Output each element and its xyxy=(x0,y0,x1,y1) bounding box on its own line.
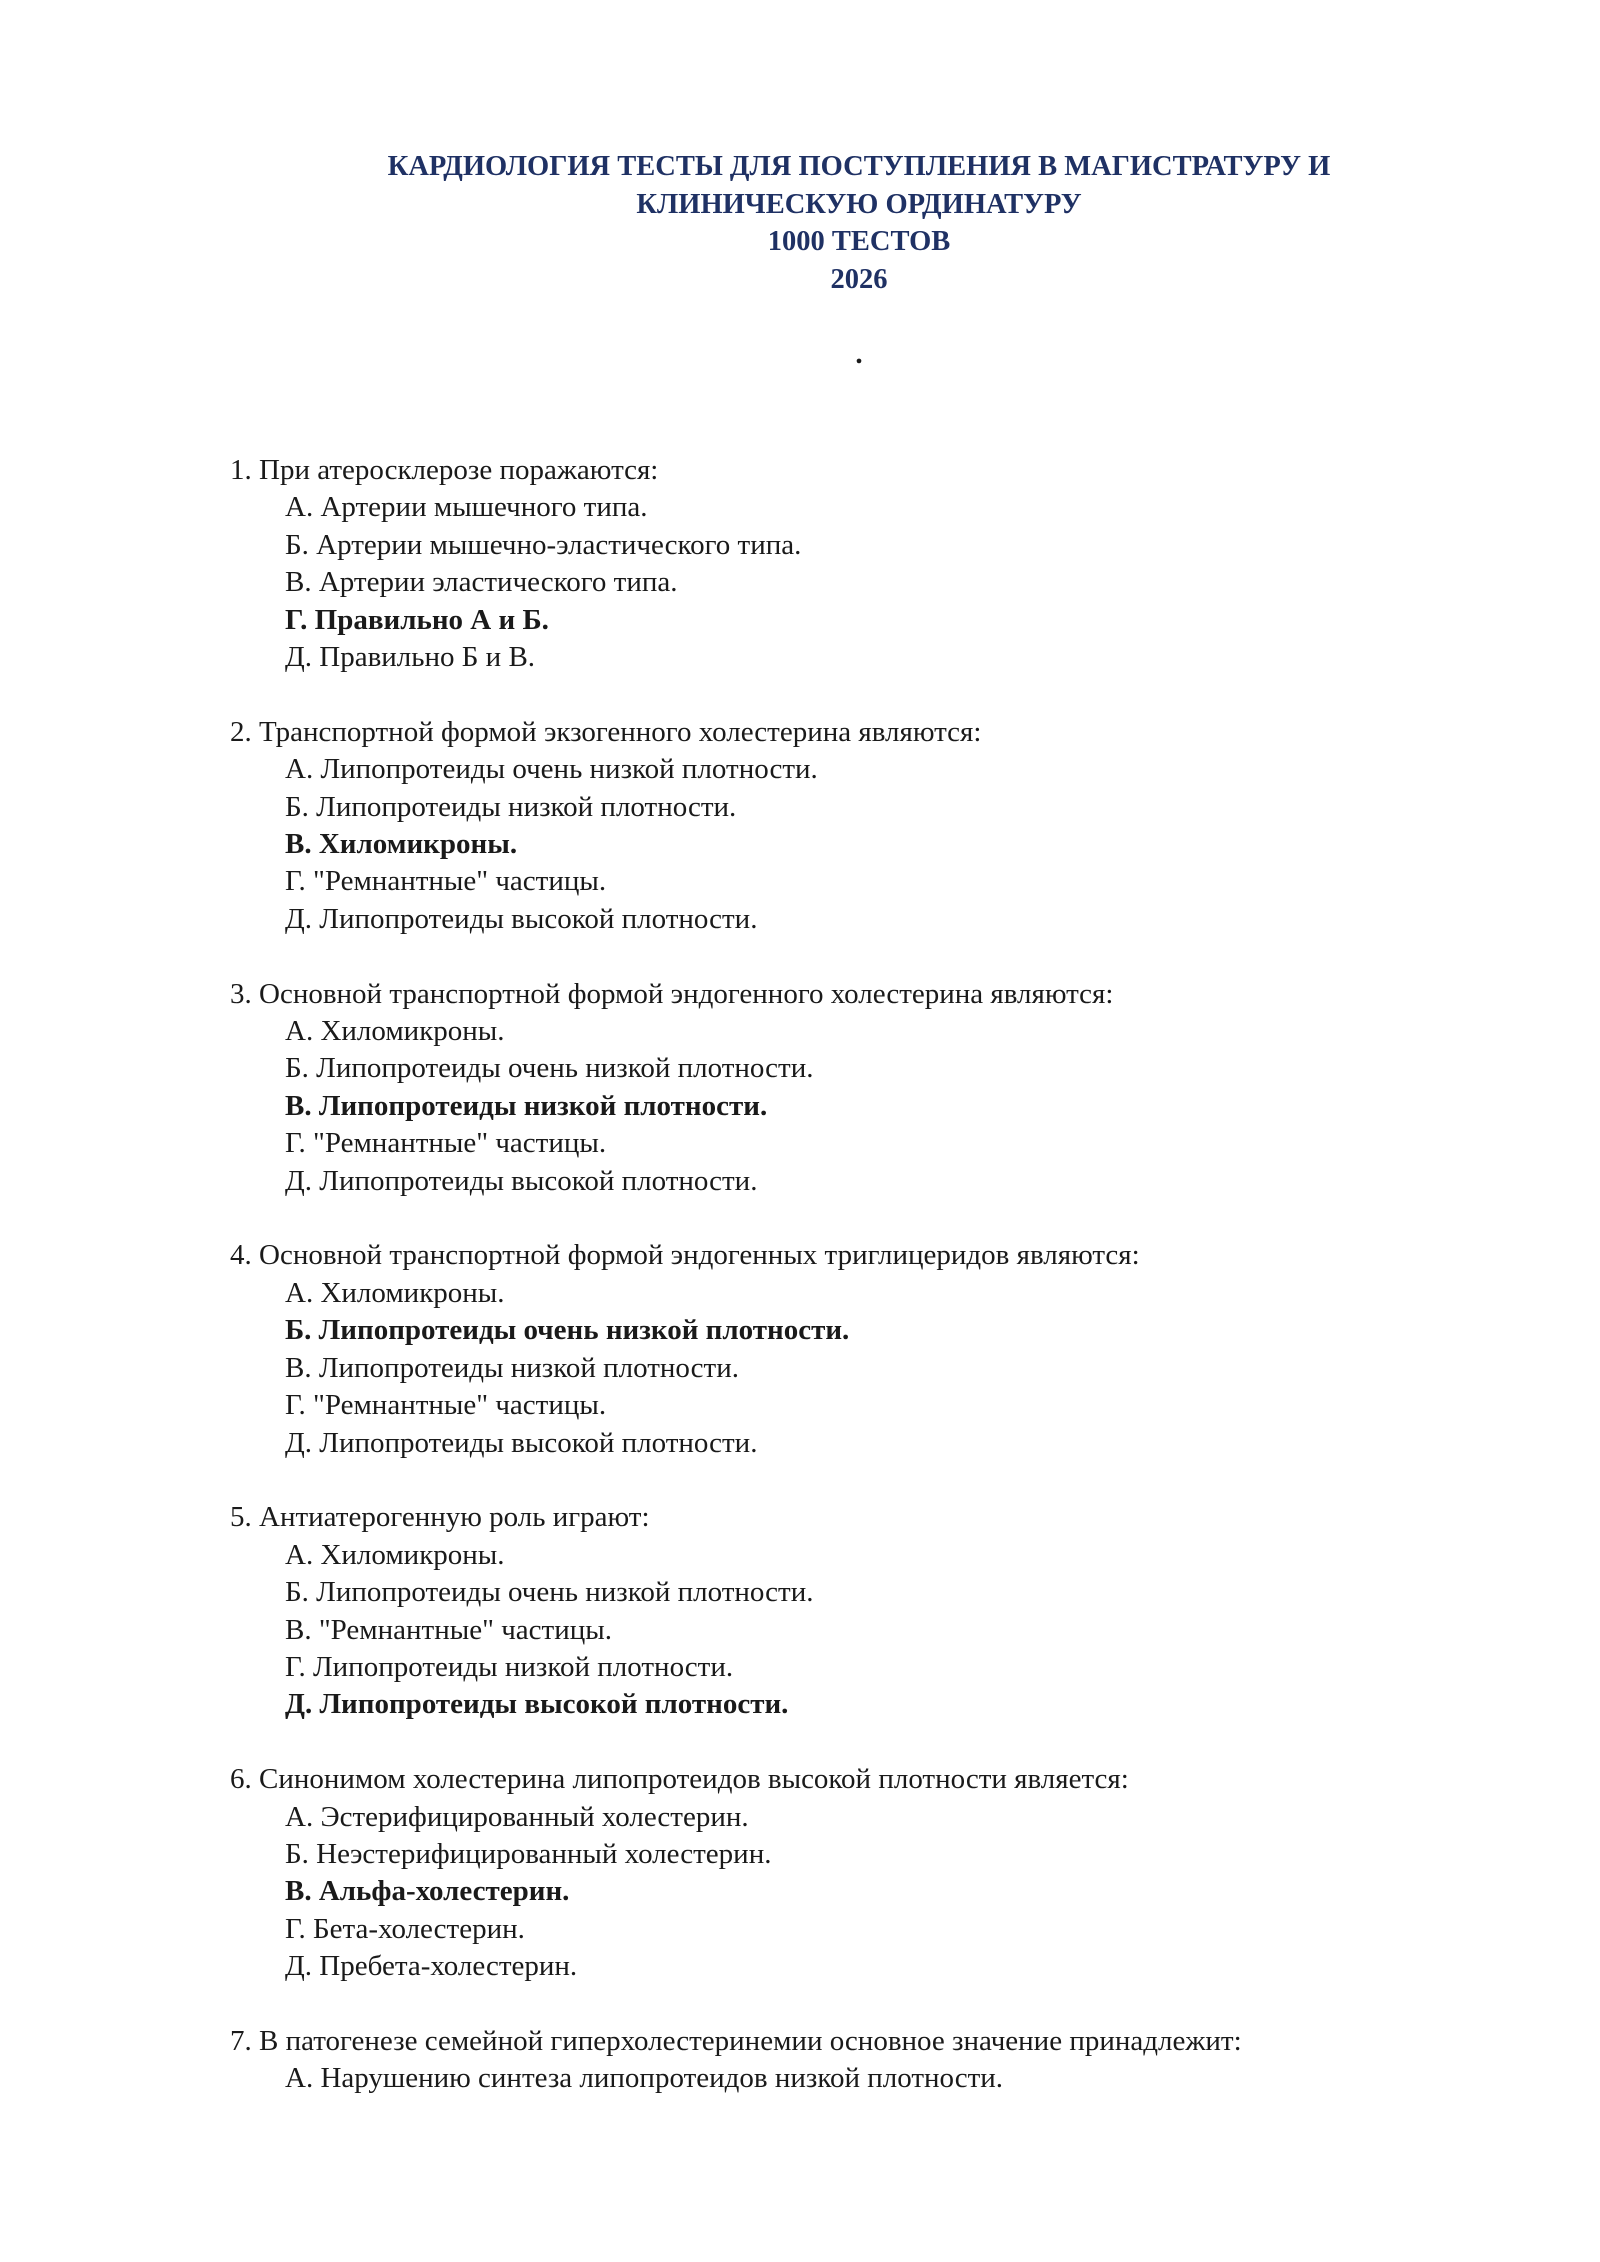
question-item xyxy=(230,1237,1530,1461)
title-line: КЛИНИЧЕСКУЮ ОРДИНАТУРУ xyxy=(636,188,1082,220)
title-separator: . xyxy=(855,338,863,370)
answer-option: А. Хиломикроны. xyxy=(285,1015,505,1048)
question-text: 3. Основной транспортной формой эндогенного холестерина являются: xyxy=(230,977,1114,1010)
document-title xyxy=(0,148,1600,298)
answer-options xyxy=(230,1013,1530,1200)
answer-option: Б. Артерии мышечно-эластического типа. xyxy=(285,528,802,561)
answer-option-correct: Б. Липопротеиды очень низкой плотности. xyxy=(285,1314,850,1347)
answer-option: В. Артерии эластического типа. xyxy=(285,566,678,599)
answer-option: А. Хиломикроны. xyxy=(285,1538,505,1571)
title-line: 1000 ТЕСТОВ xyxy=(767,226,951,257)
question-text: 2. Транспортной формой экзогенного холестерина являются: xyxy=(230,715,982,748)
answer-option: Б. Липопротеиды очень низкой плотности. xyxy=(285,1052,814,1085)
question-text: 5. Антиатерогенную роль играют: xyxy=(230,1501,650,1534)
answer-option: А. Липопротеиды очень низкой плотности. xyxy=(285,753,818,786)
question-item xyxy=(230,452,1530,676)
answer-option-correct: В. Хиломикроны. xyxy=(285,828,518,861)
answer-option: Б. Неэстерифицированный холестерин. xyxy=(285,1837,772,1870)
title-line: КАРДИОЛОГИЯ ТЕСТЫ ДЛЯ ПОСТУПЛЕНИЯ В МАГИСТРАТУРУ И xyxy=(387,151,1331,182)
question-item xyxy=(230,976,1530,1200)
answer-options xyxy=(230,489,1530,676)
answer-option-correct: Г. Правильно А и Б. xyxy=(285,603,549,636)
answer-option: Б. Липопротеиды очень низкой плотности. xyxy=(285,1576,814,1609)
question-item xyxy=(230,1761,1530,1985)
answer-option: А. Нарушению синтеза липопротеидов низкой плотности. xyxy=(285,2062,1004,2095)
answer-option: Д. Пребета-холестерин. xyxy=(285,1950,578,1983)
question-item xyxy=(230,2023,1530,2098)
answer-option: Д. Липопротеиды высокой плотности. xyxy=(285,1426,758,1459)
answer-options xyxy=(230,1275,1530,1462)
answer-option: Г. Бета-холестерин. xyxy=(285,1912,525,1945)
answer-options xyxy=(230,1537,1530,1724)
question-item xyxy=(230,1499,1530,1723)
answer-options xyxy=(230,2060,1530,2097)
answer-options xyxy=(230,751,1530,938)
answer-option-correct: В. Липопротеиды низкой плотности. xyxy=(285,1089,768,1122)
question-list xyxy=(230,452,1530,2135)
answer-options xyxy=(230,1799,1530,1986)
question-text: 4. Основной транспортной формой эндогенных триглицеридов являются: xyxy=(230,1239,1140,1272)
question-text: 1. При атеросклерозе поражаются: xyxy=(230,454,659,486)
question-text: 6. Синонимом холестерина липопротеидов высокой плотности является: xyxy=(230,1763,1129,1796)
answer-option: В. Липопротеиды низкой плотности. xyxy=(285,1351,739,1384)
answer-option: Г. "Ремнантные" частицы. xyxy=(285,1127,607,1160)
question-text: 7. В патогенезе семейной гиперхолестеринемии основное значение принадлежит: xyxy=(230,2024,1242,2057)
answer-option: А. Хиломикроны. xyxy=(285,1276,505,1309)
answer-option-correct: Д. Липопротеиды высокой плотности. xyxy=(285,1688,789,1721)
question-item xyxy=(230,714,1530,938)
answer-option: Г. "Ремнантные" частицы. xyxy=(285,1389,607,1422)
answer-option: Д. Липопротеиды высокой плотности. xyxy=(285,1164,758,1197)
answer-option: Д. Правильно Б и В. xyxy=(285,641,536,674)
answer-option-correct: В. Альфа-холестерин. xyxy=(285,1875,570,1908)
answer-option: В. "Ремнантные" частицы. xyxy=(285,1613,612,1646)
answer-option: Б. Липопротеиды низкой плотности. xyxy=(285,790,737,823)
answer-option: Г. Липопротеиды низкой плотности. xyxy=(285,1650,734,1683)
answer-option: Д. Липопротеиды высокой плотности. xyxy=(285,902,758,935)
title-line: 2026 xyxy=(830,263,888,295)
answer-option: А. Эстерифицированный холестерин. xyxy=(285,1800,749,1833)
answer-option: А. Артерии мышечного типа. xyxy=(285,491,648,524)
answer-option: Г. "Ремнантные" частицы. xyxy=(285,865,607,898)
